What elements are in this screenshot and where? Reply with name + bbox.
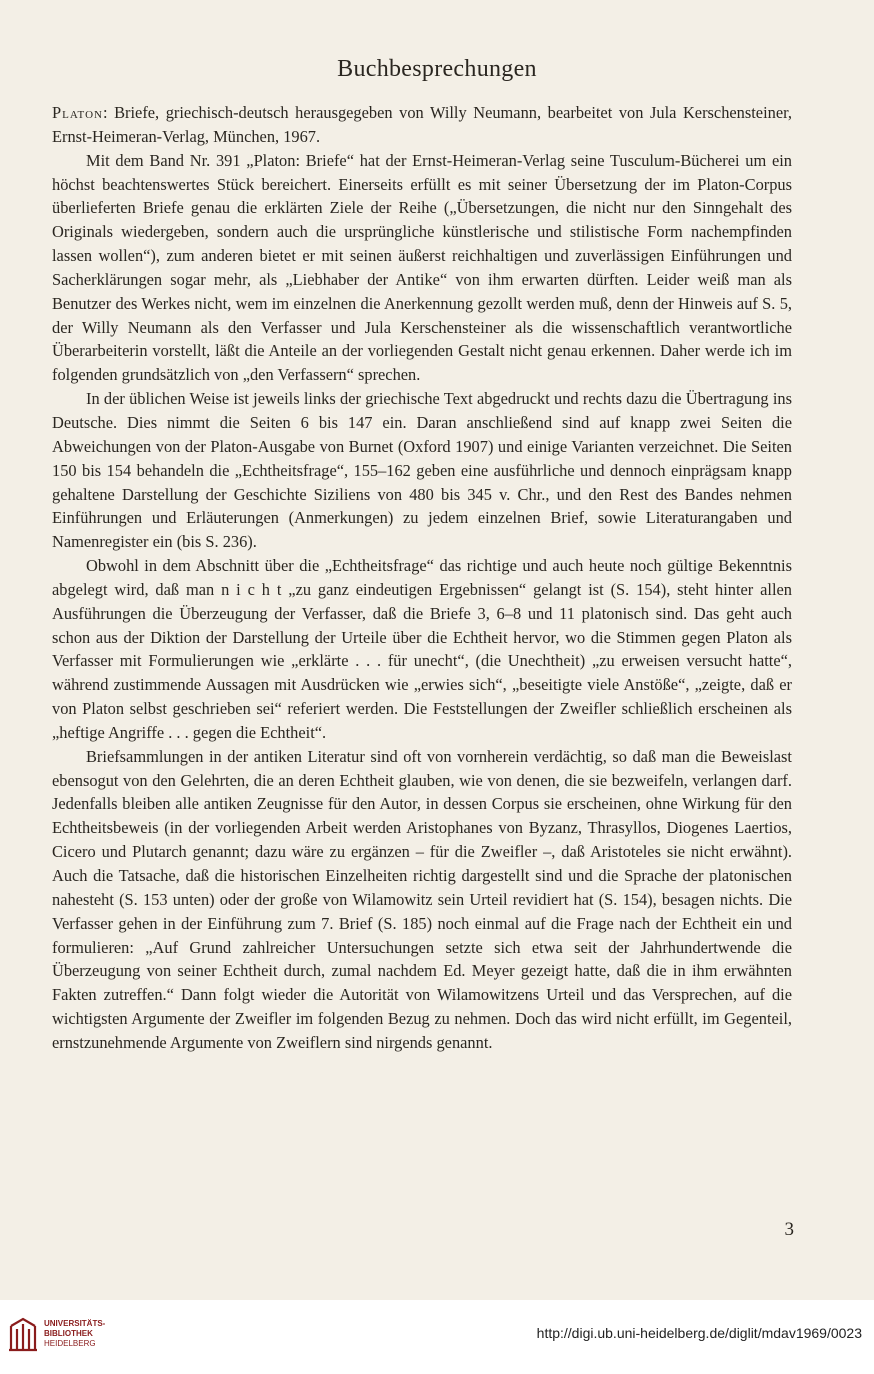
source-url[interactable]: http://digi.ub.uni-heidelberg.de/diglit/mdav1969/0023 bbox=[536, 1325, 862, 1341]
library-logo-icon bbox=[8, 1316, 38, 1352]
intro-citation: : Briefe, griechisch-deutsch herausgegeben von Willy Neumann, bearbeitet von Jula Kerschensteiner, Ernst-Heimeran-Verlag, München, 1967. bbox=[52, 103, 792, 146]
page-number: 3 bbox=[784, 1219, 794, 1240]
intro-author: Platon bbox=[52, 103, 103, 122]
review-body bbox=[52, 101, 792, 1055]
paragraph-4: Briefsammlungen in der antiken Literatur sind oft von vornherein verdächtig, so daß man die Beweislast ebensogut von den Gelehrten, die an deren Echtheit glauben, wie von denen, die sie bezweifeln, verlangen darf. Jedenfalls bleiben alle antiken Zeugnisse für den Autor, in dessen Corpus sie erscheinen, ohne Wirkung für den Echtheitsbeweis (in der vorliegenden Arbeit werden Aristophanes von Byzanz, Thrasyllos, Diogenes Laertios, Cicero und Plutarch genannt; dazu wäre zu ergänzen – für die Zweifler –, daß Aristoteles sie nicht erwähnt). Auch die Tatsache, daß die historischen Einzelheiten richtig dargestellt sind und die Sprache der platonischen nahesteht (S. 153 unten) oder der große von Wilamowitz sein Urteil revidiert hat (S. 154), besagen nichts. Die Verfasser gehen in der Einführung zum 7. Brief (S. 185) noch einmal auf die Frage nach der Echtheit ein und formulieren: „Auf Grund zahlreicher Untersuchungen setzte sich etwa seit der Jahrhundertwende die Überzeugung von seiner Echtheit durch, zumal nachdem Ed. Meyer gezeigt hatte, daß die in ihm erwähnten Fakten zutreffen.“ Dann folgt wieder die Autorität von Wilamowitzens Urteil und das Versprechen, auf die wichtigsten Argumente der Zweifler im folgenden Bezug zu nehmen. Doch das wird nicht erfüllt, im Gegenteil, ernstzunehmende Argumente von Zweiflern sind nirgends genannt. bbox=[52, 746, 792, 1052]
library-line-1: UNIVERSITÄTS- bbox=[44, 1319, 106, 1328]
review-intro bbox=[52, 101, 792, 149]
library-name bbox=[44, 1319, 105, 1349]
paragraph-1: Mit dem Band Nr. 391 „Platon: Briefe“ hat der Ernst-Heimeran-Verlag seine Tusculum-Bücherei um ein höchst beachtenswertes Stück bereichert. Einerseits erfüllt es mit seiner Übersetzung der im Platon-Corpus überlieferten Briefe genau die erklärten Ziele der Reihe („Übersetzungen, die nicht nur den Sinngehalt des Originals wiedergeben, sondern auch die ursprüngliche künstlerische und stilistische Form nachempfinden lassen wollen“), zum anderen bietet er mit seinen äußerst reichhaltigen und zuverlässigen Einführungen und Sacherklärungen sogar mehr, als „Liebhaber der Antike“ von ihm erwarten dürften. Leider weiß man als Benutzer des Werkes nicht, wem im einzelnen die Anerkennung gezollt werden muß, denn der Hinweis auf S. 5, der Willy Neumann als den Verfasser und Jula Kerschensteiner als die wissenschaftlich verantwortliche Überarbeiterin vorstellt, läßt die Anteile an der vorliegenden Gestalt nicht genau erkennen. Daher werde ich im folgenden grundsätzlich von „den Verfassern“ sprechen. bbox=[52, 150, 792, 385]
library-line-2: BIBLIOTHEK bbox=[44, 1329, 93, 1338]
page-heading: Buchbesprechungen bbox=[337, 56, 537, 82]
library-logo[interactable] bbox=[8, 1316, 105, 1352]
paragraph-3: Obwohl in dem Abschnitt über die „Echtheitsfrage“ das richtige und auch heute noch gültige Bekenntnis abgelegt wird, daß man n i c h t „zu ganz eindeutigen Ergebnissen“ gelangt ist (S. 154), steht hinter allen Ausführungen die Überzeugung der Verfasser, daß die Briefe 3, 6–8 und 11 platonisch sind. Das geht auch schon aus der Diktion der Darstellung der Urteile über die Echtheit hervor, wo die Stimmen gegen Platon als Verfasser mit Formulierungen wie „erklärte . . . für unecht“, (die Unechtheit) „zu erweisen versucht hatte“, während zustimmende Aussagen mit Ausdrücken wie „erwies sich“, „beseitigte viele Anstöße“, „zeigte, daß er von Platon selbst geschrieben sei“ referiert werden. Die Feststellungen der Zweifler schließlich erscheinen als „heftige Angriffe . . . gegen die Echtheit“. bbox=[52, 556, 792, 742]
footer-bar bbox=[0, 1300, 874, 1374]
library-line-3: HEIDELBERG bbox=[44, 1339, 96, 1348]
paragraph-2: In der üblichen Weise ist jeweils links der griechische Text abgedruckt und rechts dazu die Übertragung ins Deutsche. Dies nimmt die Seiten 6 bis 147 ein. Daran anschließend sind auf knapp zwei Seiten die Abweichungen von der Platon-Ausgabe von Burnet (Oxford 1907) und einige Varianten verzeichnet. Die Seiten 150 bis 154 behandeln die „Echtheitsfrage“, 155–162 geben eine ausführliche und dennoch einprägsam knapp gehaltene Darstellung der Geschichte Siziliens von 480 bis 345 v. Chr., und den Rest des Bandes nehmen Einführungen und Erläuterungen (Anmerkungen) zu jedem einzelnen Brief, sowie Literaturangaben und Namenregister ein (bis S. 236). bbox=[52, 389, 792, 552]
